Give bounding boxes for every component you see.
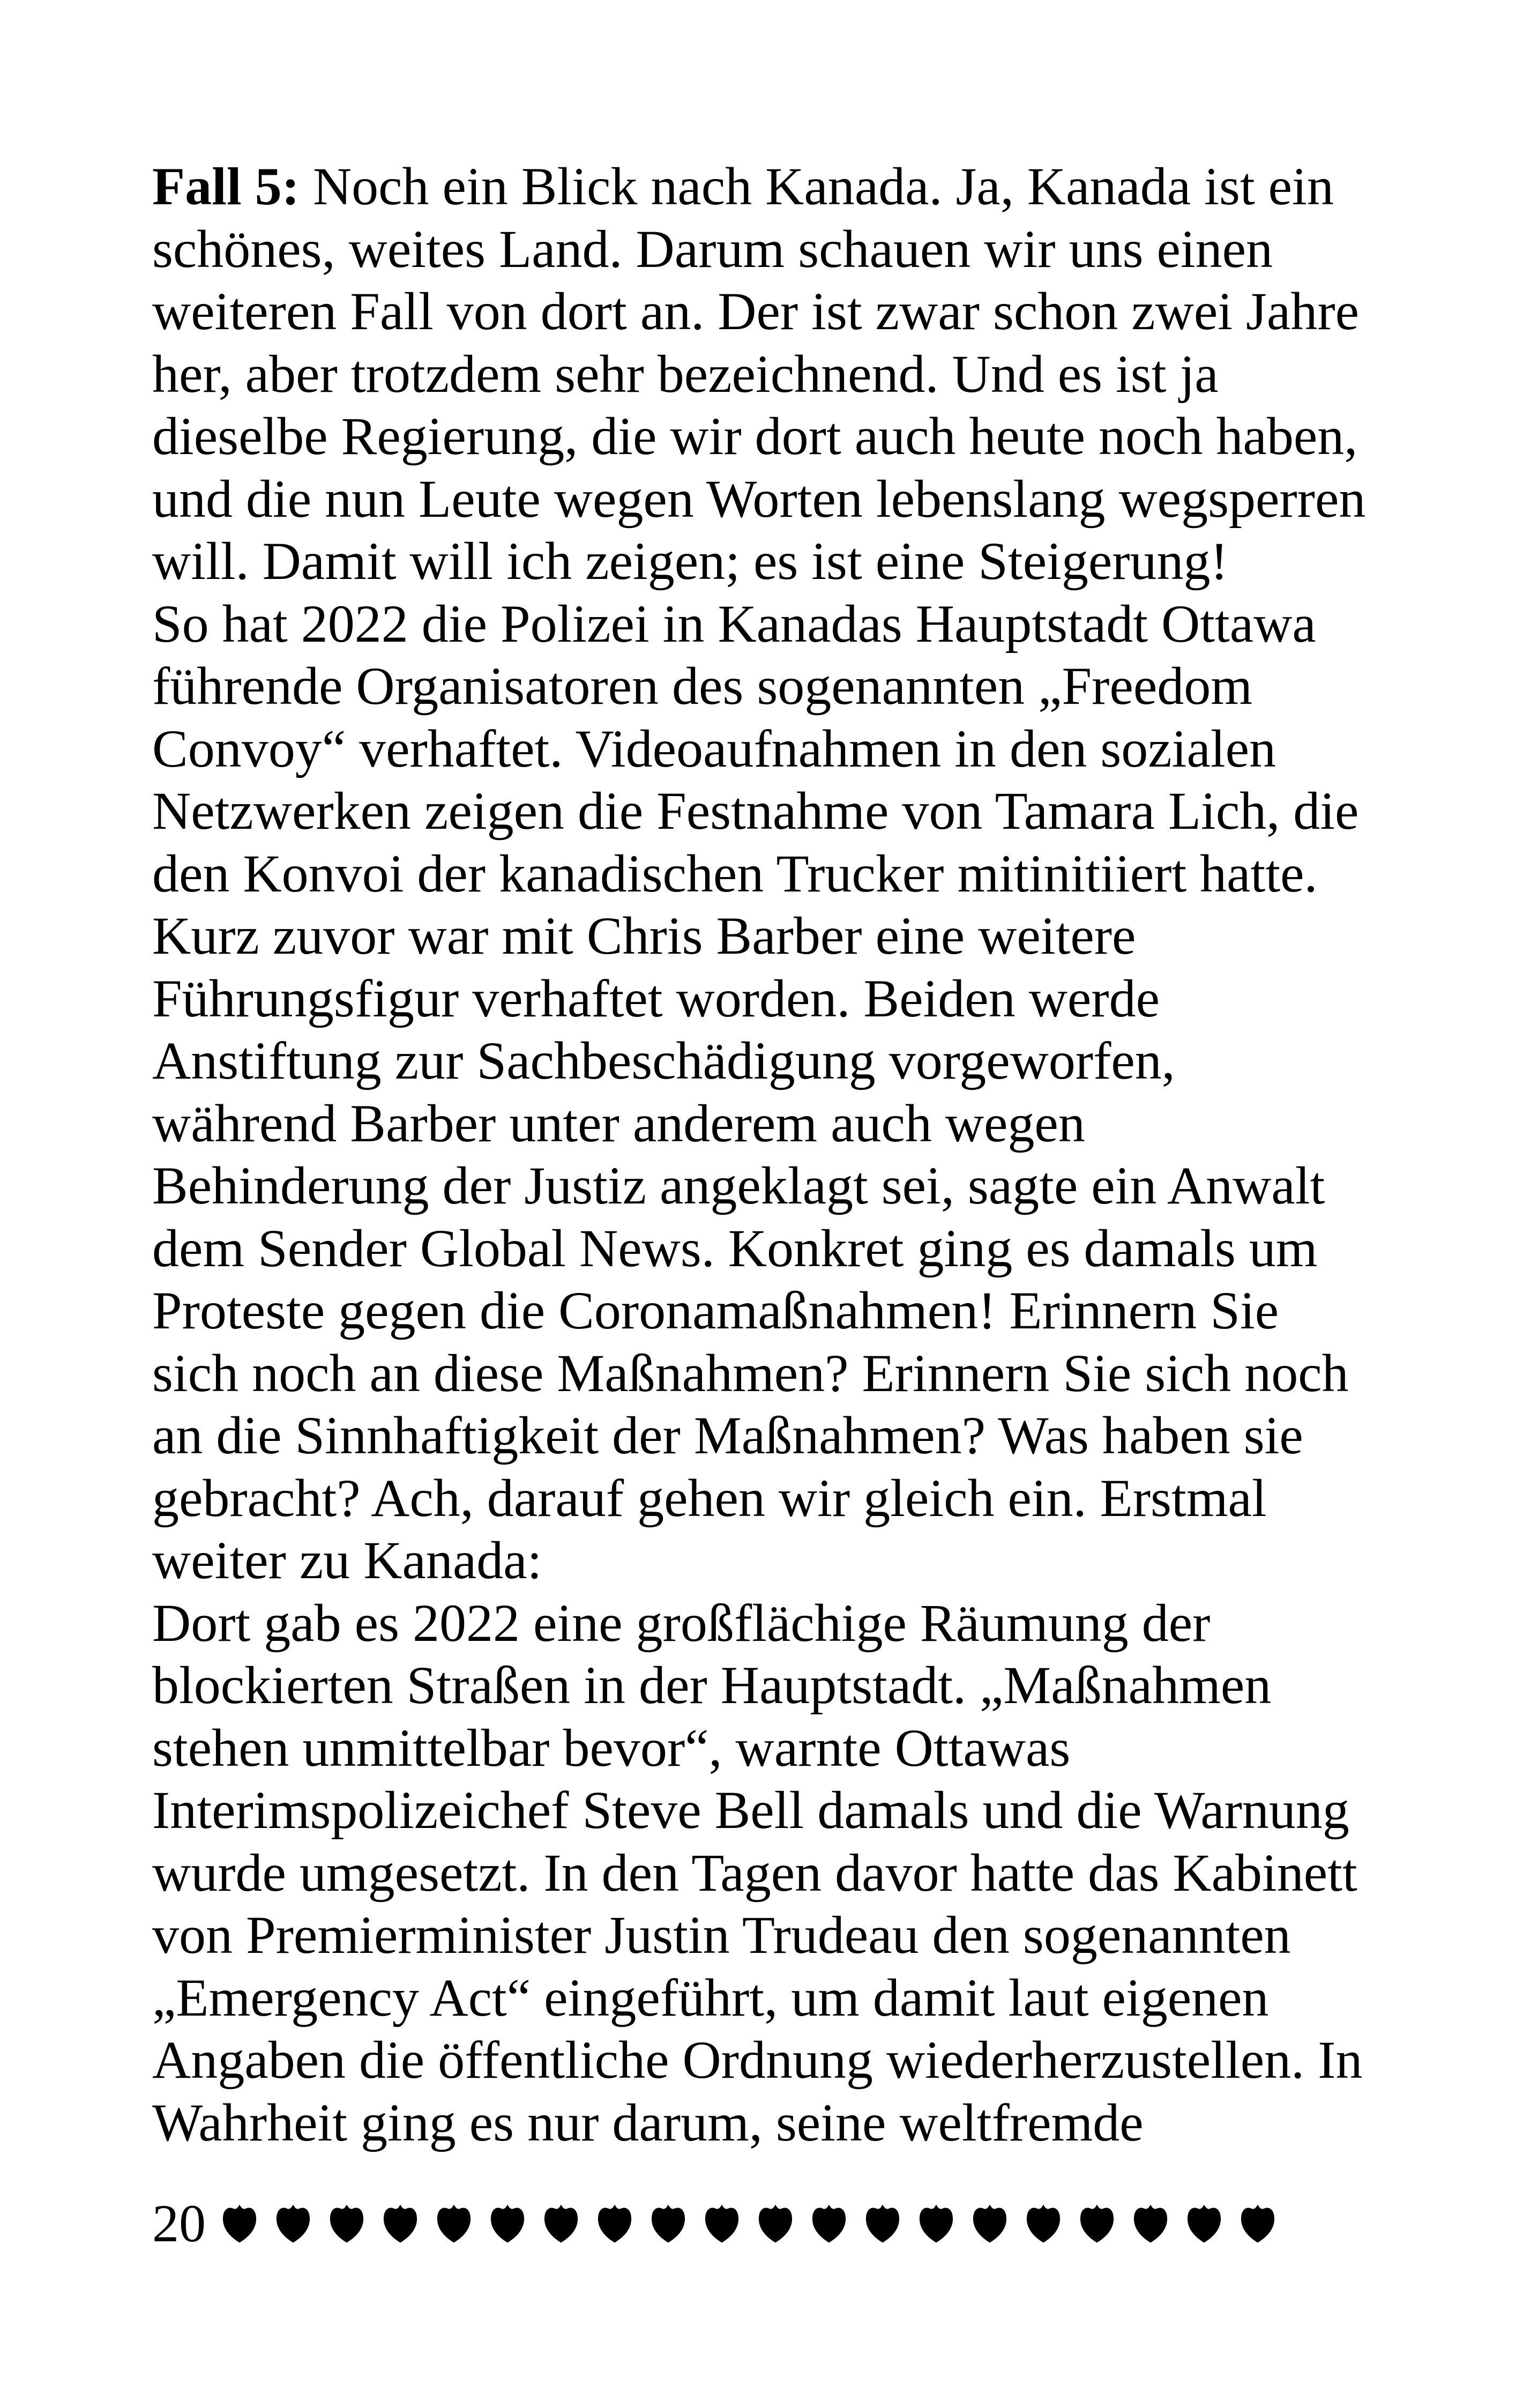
text-lines xyxy=(152,218,1406,2154)
heart-ornament-icon xyxy=(488,2204,527,2243)
text-line: den Konvoi der kanadischen Trucker mitinitiiert hatte. xyxy=(152,843,1318,903)
text-line: weiter zu Kanada: xyxy=(152,1530,542,1590)
heart-ornament-row xyxy=(220,2204,1291,2243)
text-line: her, aber trotzdem sehr bezeichnend. Und es ist ja xyxy=(152,344,1219,404)
heart-ornament-icon xyxy=(327,2204,367,2243)
text-line: und die nun Leute wegen Worten lebenslang wegsperren xyxy=(152,469,1366,529)
page-number: 20 xyxy=(152,2194,206,2253)
heart-ornament-icon xyxy=(1131,2204,1170,2243)
text-line: Führungsfigur verhaftet worden. Beiden werde xyxy=(152,968,1160,1028)
heart-ornament-icon xyxy=(863,2204,902,2243)
heart-ornament-icon xyxy=(434,2204,474,2243)
heart-ornament-icon xyxy=(1238,2204,1278,2243)
text-line: Kurz zuvor war mit Chris Barber eine weitere xyxy=(152,906,1136,965)
text-line: will. Damit will ich zeigen; es ist eine Steigerung! xyxy=(152,531,1228,591)
heart-ornament-icon xyxy=(809,2204,849,2243)
heart-ornament-icon xyxy=(220,2204,259,2243)
text-line: Angaben die öffentliche Ordnung wiederherzustellen. In xyxy=(152,2030,1363,2090)
case-heading: Fall 5: xyxy=(152,157,300,216)
heart-ornament-icon xyxy=(970,2204,1010,2243)
heart-ornament-icon xyxy=(541,2204,581,2243)
text-line: führende Organisatoren des sogenannten „Freedom xyxy=(152,656,1253,716)
text-line: blockierten Straßen in der Hauptstadt. „Maßnahmen xyxy=(152,1655,1272,1715)
text-line: an die Sinnhaftigkeit der Maßnahmen? Was haben sie xyxy=(152,1406,1303,1465)
text-line: wurde umgesetzt. In den Tagen davor hatte das Kabinett xyxy=(152,1842,1357,1902)
text-line: dem Sender Global News. Konkret ging es damals um xyxy=(152,1218,1318,1278)
text-line: gebracht? Ach, darauf gehen wir gleich ein. Erstmal xyxy=(152,1468,1267,1528)
text-line: von Premierminister Justin Trudeau den sogenannten xyxy=(152,1905,1291,1965)
text-line: Convoy“ verhaftet. Videoaufnahmen in den sozialen xyxy=(152,718,1276,778)
text-line-first xyxy=(152,155,1406,218)
text-line: So hat 2022 die Polizei in Kanadas Hauptstadt Ottawa xyxy=(152,593,1316,653)
text-line: sich noch an diese Maßnahmen? Erinnern Sie sich noch xyxy=(152,1343,1349,1403)
heart-ornament-icon xyxy=(595,2204,634,2243)
heart-ornament-icon xyxy=(1077,2204,1117,2243)
text-line: „Emergency Act“ eingeführt, um damit laut eigenen xyxy=(152,1967,1269,2027)
heart-ornament-icon xyxy=(702,2204,742,2243)
heart-ornament-icon xyxy=(273,2204,313,2243)
heart-ornament-icon xyxy=(1024,2204,1063,2243)
text-line: Interimspolizeichef Steve Bell damals und die Warnung xyxy=(152,1780,1349,1840)
text-line: Proteste gegen die Coronamaßnahmen! Erinnern Sie xyxy=(152,1281,1279,1340)
heart-ornament-icon xyxy=(380,2204,420,2243)
text-line: schönes, weites Land. Darum schauen wir uns einen xyxy=(152,219,1273,279)
text-line: Dort gab es 2022 eine großflächige Räumung der xyxy=(152,1593,1211,1653)
body-text xyxy=(152,155,1406,2154)
text-line: Wahrheit ging es nur darum, seine weltfremde xyxy=(152,2092,1144,2152)
text-line: dieselbe Regierung, die wir dort auch heute noch haben, xyxy=(152,406,1358,466)
heart-ornament-icon xyxy=(1184,2204,1224,2243)
text-line: stehen unmittelbar bevor“, warnte Ottawas xyxy=(152,1718,1071,1778)
text-line: Anstiftung zur Sachbeschädigung vorgeworfen, xyxy=(152,1031,1175,1090)
text-line: Behinderung der Justiz angeklagt sei, sagte ein Anwalt xyxy=(152,1156,1325,1215)
heart-ornament-icon xyxy=(916,2204,956,2243)
first-line-text: Noch ein Blick nach Kanada. Ja, Kanada ist ein xyxy=(299,157,1334,216)
text-line: Netzwerken zeigen die Festnahme von Tamara Lich, die xyxy=(152,781,1359,841)
text-line: weiteren Fall von dort an. Der ist zwar schon zwei Jahre xyxy=(152,281,1360,341)
heart-ornament-icon xyxy=(648,2204,688,2243)
text-line: während Barber unter anderem auch wegen xyxy=(152,1093,1085,1153)
page-footer xyxy=(152,2191,1291,2256)
heart-ornament-icon xyxy=(756,2204,795,2243)
